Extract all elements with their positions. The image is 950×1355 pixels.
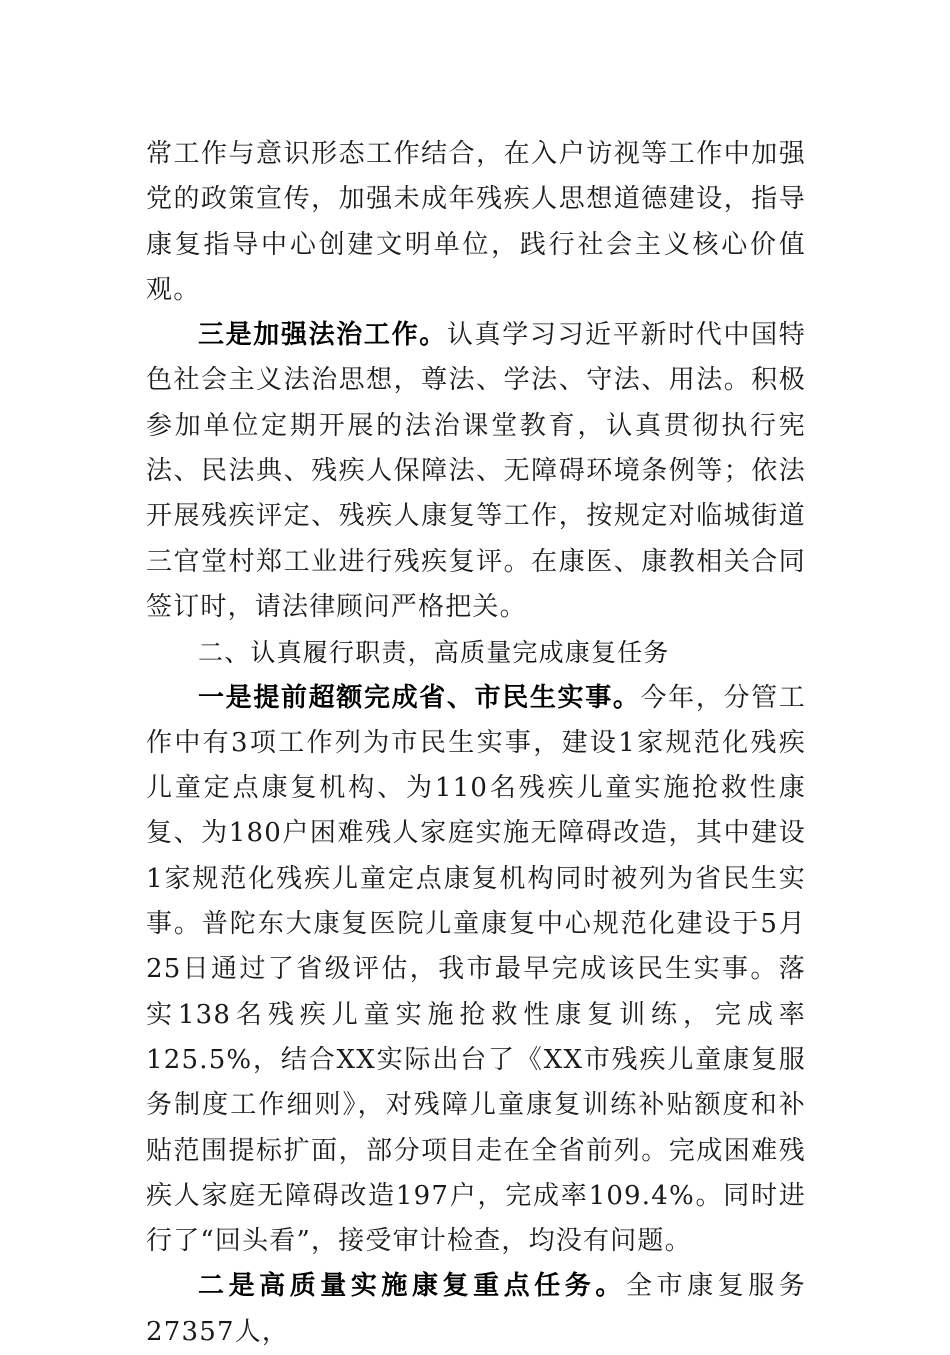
document-page xyxy=(146,132,806,1355)
paragraph-continuation xyxy=(146,132,806,313)
paragraph-lead: 二是高质量实施康复重点任务。 xyxy=(198,1271,626,1302)
paragraph-body: 常工作与意识形态工作结合，在入户访视等工作中加强党的政策宣传，加强未成年残疾人思想道德建设，指导康复指导中心创建文明单位，践行社会主义核心价值观。 xyxy=(146,139,806,305)
section-heading: 二、认真履行职责，高质量完成康复任务 xyxy=(198,638,670,668)
paragraph-rehab-tasks xyxy=(146,1264,806,1355)
paragraph-lead: 一是提前超额完成省、市民生实事。 xyxy=(198,682,641,713)
paragraph-livelihood-projects xyxy=(146,676,806,1265)
paragraph-body: 今年，分管工作中有3项工作列为市民生实事，建设1家规范化残疾儿童定点康复机构、为110名残疾儿童实施抢救性康复、为180户困难残人家庭实施无障碍改造，其中建设1家规范化残疾儿童定点康复机构同时被列为省民生实事。普陀东大康复医院儿童康复中心规范化建设于5月25日通过了省级评估，我市最早完成该民生实事。落实138名残疾儿童实施抢救性康复训练，完成率125.5%，结合XX实际出台了《XX市残疾儿童康复服务制度工作细则》，对残障儿童康复训练补贴额度和补贴范围提标扩面，部分项目走在全省前列。完成困难残疾人家庭无障碍改造197户，完成率109.4%。同时进行了“回头看”，接受审计检查，均没有问题。 xyxy=(146,682,807,1257)
paragraph-rule-of-law xyxy=(146,313,806,630)
paragraph-body: 全市康复服务27357人， xyxy=(146,1271,806,1347)
paragraph-body: 认真学习习近平新时代中国特色社会主义法治思想，尊法、学法、守法、用法。积极参加单位定期开展的法治课堂教育，认真贯彻执行宪法、民法典、残疾人保障法、无障碍环境条例等；依法开展残疾评定、残疾人康复等工作，按规定对临城街道三官堂村郑工业进行残疾复评。在康医、康教相关合同签订时，请法律顾问严格把关。 xyxy=(146,320,806,622)
paragraph-lead: 三是加强法治工作。 xyxy=(198,320,447,351)
